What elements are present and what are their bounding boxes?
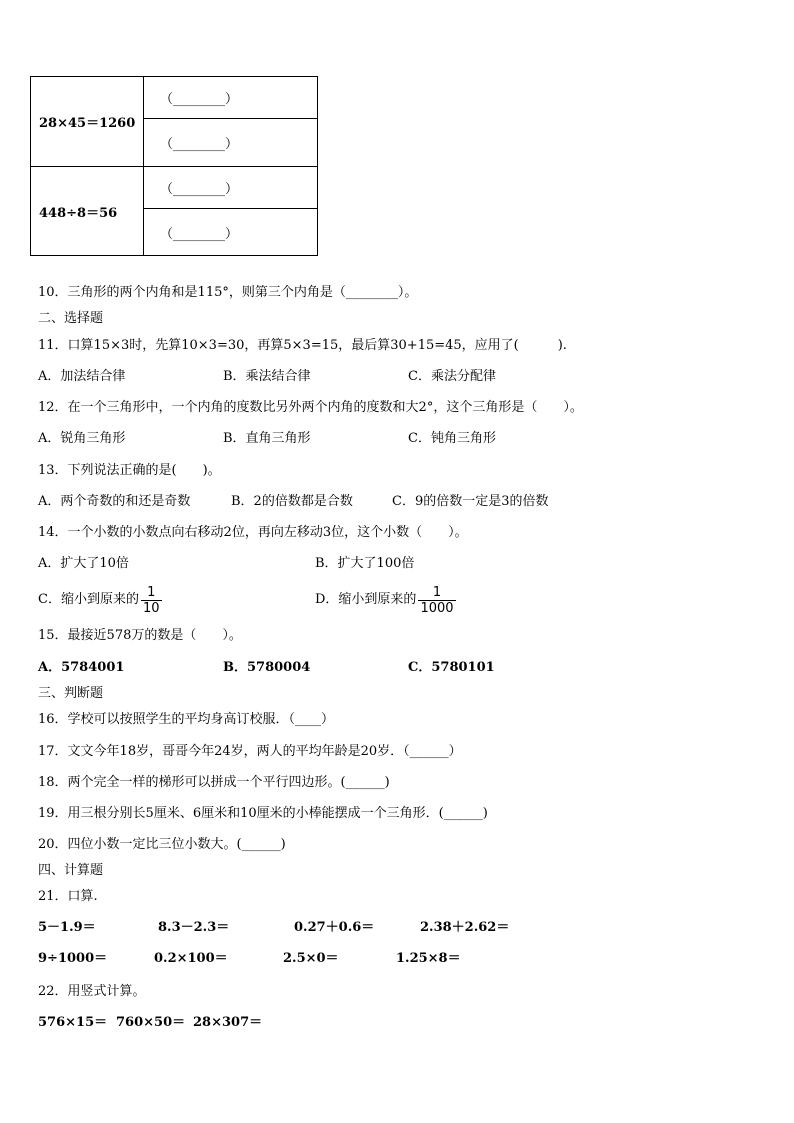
question-16: 16．学校可以按照学生的平均身高订校服．（____）: [38, 712, 335, 727]
option-a[interactable]: A．锐角三角形: [38, 431, 126, 446]
option-c[interactable]: C．钝角三角形: [408, 431, 496, 446]
answer-blank[interactable]: （________）: [144, 77, 318, 119]
option-d[interactable]: [315, 578, 456, 622]
calc-item: 9÷1000＝: [38, 951, 108, 966]
question-18: 18．两个完全一样的梯形可以拼成一个平行四边形。(______): [38, 775, 390, 790]
question-22: 22．用竖式计算。: [38, 984, 146, 999]
calc-item: 760×50＝: [116, 1015, 186, 1030]
option-b[interactable]: B．5780004: [223, 660, 311, 675]
option-a[interactable]: A．加法结合律: [38, 369, 126, 384]
table-equation-1: 28×45＝1260: [31, 77, 144, 167]
option-a[interactable]: A．扩大了10倍: [38, 556, 129, 571]
option-c-text: C．缩小到原来的: [38, 592, 139, 607]
fraction-one-tenth: [141, 585, 162, 616]
calc-item: 8.3－2.3＝: [158, 920, 230, 935]
question-15: 15．最接近578万的数是（ ）。: [38, 628, 242, 643]
option-b[interactable]: B．直角三角形: [223, 431, 311, 446]
question-13: 13．下列说法正确的是( )。: [38, 463, 221, 478]
calc-item: 28×307＝: [193, 1015, 263, 1030]
fraction-denominator: 1000: [420, 600, 454, 616]
calc-item: 0.2×100＝: [154, 951, 228, 966]
question-21: 21．口算.: [38, 889, 98, 904]
answer-blank[interactable]: （________）: [144, 119, 318, 167]
option-d-text: D．缩小到原来的: [315, 592, 417, 607]
section-title-choice: 二、选择题: [38, 311, 104, 326]
option-b[interactable]: B．扩大了100倍: [315, 556, 415, 571]
calc-item: 0.27＋0.6＝: [294, 920, 375, 935]
fraction-one-thousandth: [418, 585, 455, 616]
calc-item: 1.25×8＝: [396, 951, 461, 966]
section-title-judge: 三、判断题: [38, 686, 104, 701]
question-14: 14．一个小数的小数点向右移动2位，再向左移动3位，这个小数（ ）。: [38, 525, 468, 540]
option-a[interactable]: A．两个奇数的和还是奇数: [38, 494, 191, 509]
calc-item: 5－1.9＝: [38, 920, 96, 935]
option-b[interactable]: B．2的倍数都是合数: [231, 494, 353, 509]
question-10: 10．三角形的两个内角和是115°，则第三个内角是（________）。: [38, 285, 418, 300]
question-20: 20．四位小数一定比三位小数大。(______): [38, 837, 286, 852]
question-19: 19．用三根分别长5厘米、6厘米和10厘米的小棒能摆成一个三角形．(______): [38, 806, 488, 821]
question-12: 12．在一个三角形中，一个内角的度数比另外两个内角的度数和大2°，这个三角形是（ ）。: [38, 400, 583, 415]
section-title-calc: 四、计算题: [38, 863, 104, 878]
calc-item: 576×15＝: [38, 1015, 108, 1030]
answer-blank[interactable]: （________）: [144, 167, 318, 209]
equation-table: [30, 76, 318, 256]
table-equation-2: 448÷8＝56: [31, 167, 144, 256]
option-c[interactable]: C．5780101: [408, 660, 495, 675]
question-17: 17．文文今年18岁，哥哥今年24岁，两人的平均年龄是20岁．（______）: [38, 744, 462, 759]
answer-blank[interactable]: （________）: [144, 209, 318, 256]
fraction-denominator: 10: [142, 600, 160, 616]
option-c[interactable]: C．9的倍数一定是3的倍数: [392, 494, 549, 509]
fraction-numerator: 1: [147, 584, 156, 600]
option-b[interactable]: B．乘法结合律: [223, 369, 311, 384]
calc-item: 2.5×0＝: [283, 951, 339, 966]
question-11: 11．口算15×3时，先算10×3=30，再算5×3=15，最后算30+15=45，应用了( ).: [38, 338, 567, 353]
option-c[interactable]: C．乘法分配律: [408, 369, 496, 384]
fraction-numerator: 1: [432, 584, 442, 600]
option-c[interactable]: [38, 578, 162, 622]
option-a[interactable]: A．5784001: [38, 660, 125, 675]
calc-item: 2.38＋2.62＝: [420, 920, 510, 935]
